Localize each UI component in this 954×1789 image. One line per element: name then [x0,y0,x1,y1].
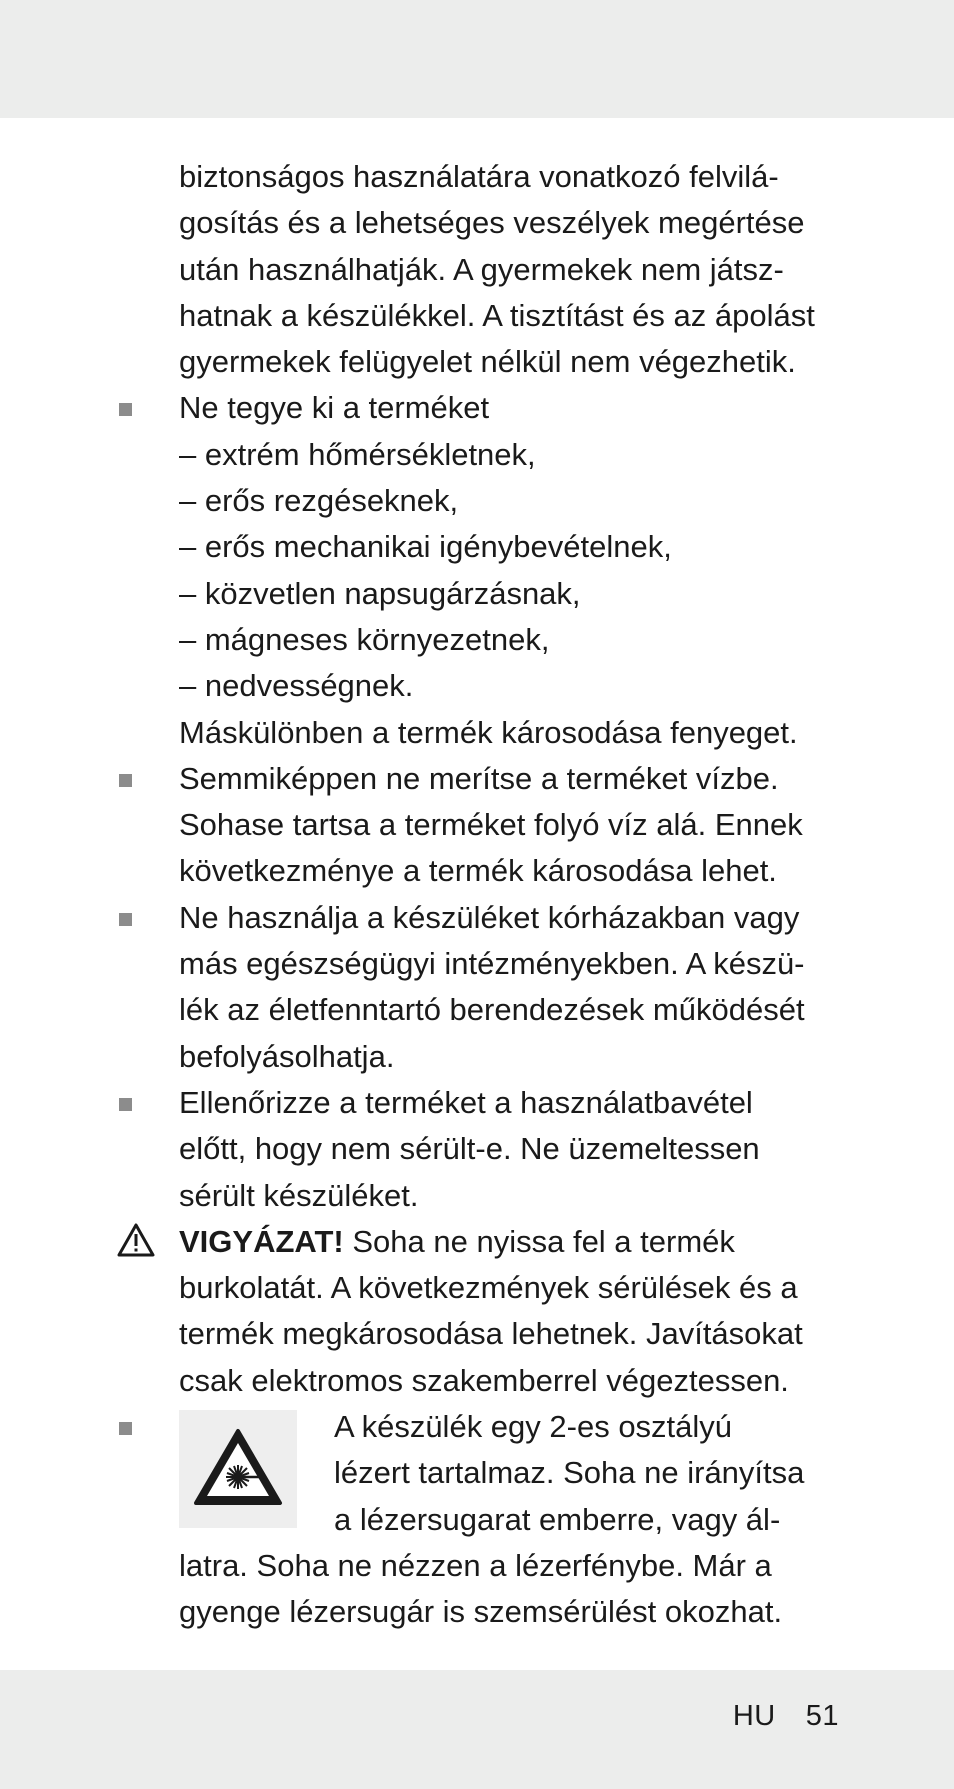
text-line: Semmiképpen ne merítse a terméket vízbe. [179,760,779,796]
bullet-square-icon [119,774,132,787]
text-line: csak elektromos szakemberrel végeztessen. [179,1362,789,1398]
list-item: – extrém hőmérsékletnek, [179,436,536,472]
bullet-lead: Ne tegye ki a terméket [179,390,490,426]
text-line: latra. Soha ne nézzen a lézerfénybe. Már a [179,1547,772,1583]
bullet-lead-line [179,385,839,431]
text-line: gyenge lézersugár is szemsérülést okozhat. [179,1594,783,1630]
laser-hazard-sign [179,1410,297,1528]
text-line: Sohase tartsa a terméket folyó víz alá. Ennek [179,807,803,843]
page-footer [733,1700,839,1733]
header-band [0,0,954,118]
list-item: – közvetlen napsugárzásnak, [179,575,581,611]
text-line: lézert tartalmaz. Soha ne irányítsa [334,1455,805,1491]
text-line: sérült készüléket. [179,1177,419,1213]
bullet-item-exposure [179,385,839,755]
text-line: biztonságos használatára vonatkozó felvilá- [179,159,779,194]
bullet-square-icon [119,403,132,416]
text-line: következménye a termék károsodása lehet. [179,853,777,889]
text-line: befolyásolhatja. [179,1038,395,1074]
list-item: – nedvességnek. [179,668,414,704]
language-code: HU [732,1700,776,1732]
warning-first-line [179,1219,839,1265]
text-line: után használhatják. A gyermekek nem játsz- [179,251,784,287]
bullet-item-inspect [179,1080,839,1219]
page-number: 51 [805,1700,839,1732]
text-line: Ellenőrizze a terméket a használatbavétel [179,1084,753,1120]
continued-paragraph [179,154,839,385]
text-line: más egészségügyi intézményekben. A készü- [179,946,805,982]
warning-triangle-icon [116,1222,156,1258]
text-line: burkolatát. A következmények sérülések és a [179,1270,798,1306]
bullet-square-icon [119,1422,132,1435]
bullet-tail: Máskülönben a termék károsodása fenyeget. [179,714,798,750]
laser-block [179,1404,839,1543]
list-item: – mágneses környezetnek, [179,621,550,657]
bullet-item-hospital [179,895,839,1080]
bullet-first-line [179,895,839,941]
text-line: termék megkárosodása lehetnek. Javításokat [179,1316,803,1352]
laser-side-text [334,1404,804,1543]
text-line: gyermekek felügyelet nélkül nem végezhetik. [179,344,796,380]
bullet-first-line [179,756,839,802]
text-line: lék az életfenntartó berendezések működését [179,992,805,1028]
bullet-item-laser [179,1404,839,1635]
bullet-square-icon [119,913,132,926]
warning-block [179,1219,839,1404]
text-line: a lézersugarat emberre, vagy ál- [334,1501,781,1537]
laser-hazard-icon [192,1427,284,1507]
list-item: – erős mechanikai igénybevételnek, [179,529,672,565]
bullet-first-line [179,1080,839,1126]
text-line: A készülék egy 2-es osztályú [334,1409,733,1445]
bullet-item-water [179,756,839,895]
list-item: – erős rezgéseknek, [179,483,459,519]
text-line: előtt, hogy nem sérült-e. Ne üzemeltessen [179,1131,760,1167]
text-line: gosítás és a lehetséges veszélyek megértése [179,205,805,241]
bullet-square-icon [119,1098,132,1111]
warning-text: Soha ne nyissa fel a termék [343,1223,735,1259]
warning-label: VIGYÁZAT! [179,1223,344,1259]
manual-page-content [179,154,839,1636]
text-line: Ne használja a készüléket kórházakban vagy [179,899,800,935]
text-line: hatnak a készülékkel. A tisztítást és az ápolást [179,297,815,333]
